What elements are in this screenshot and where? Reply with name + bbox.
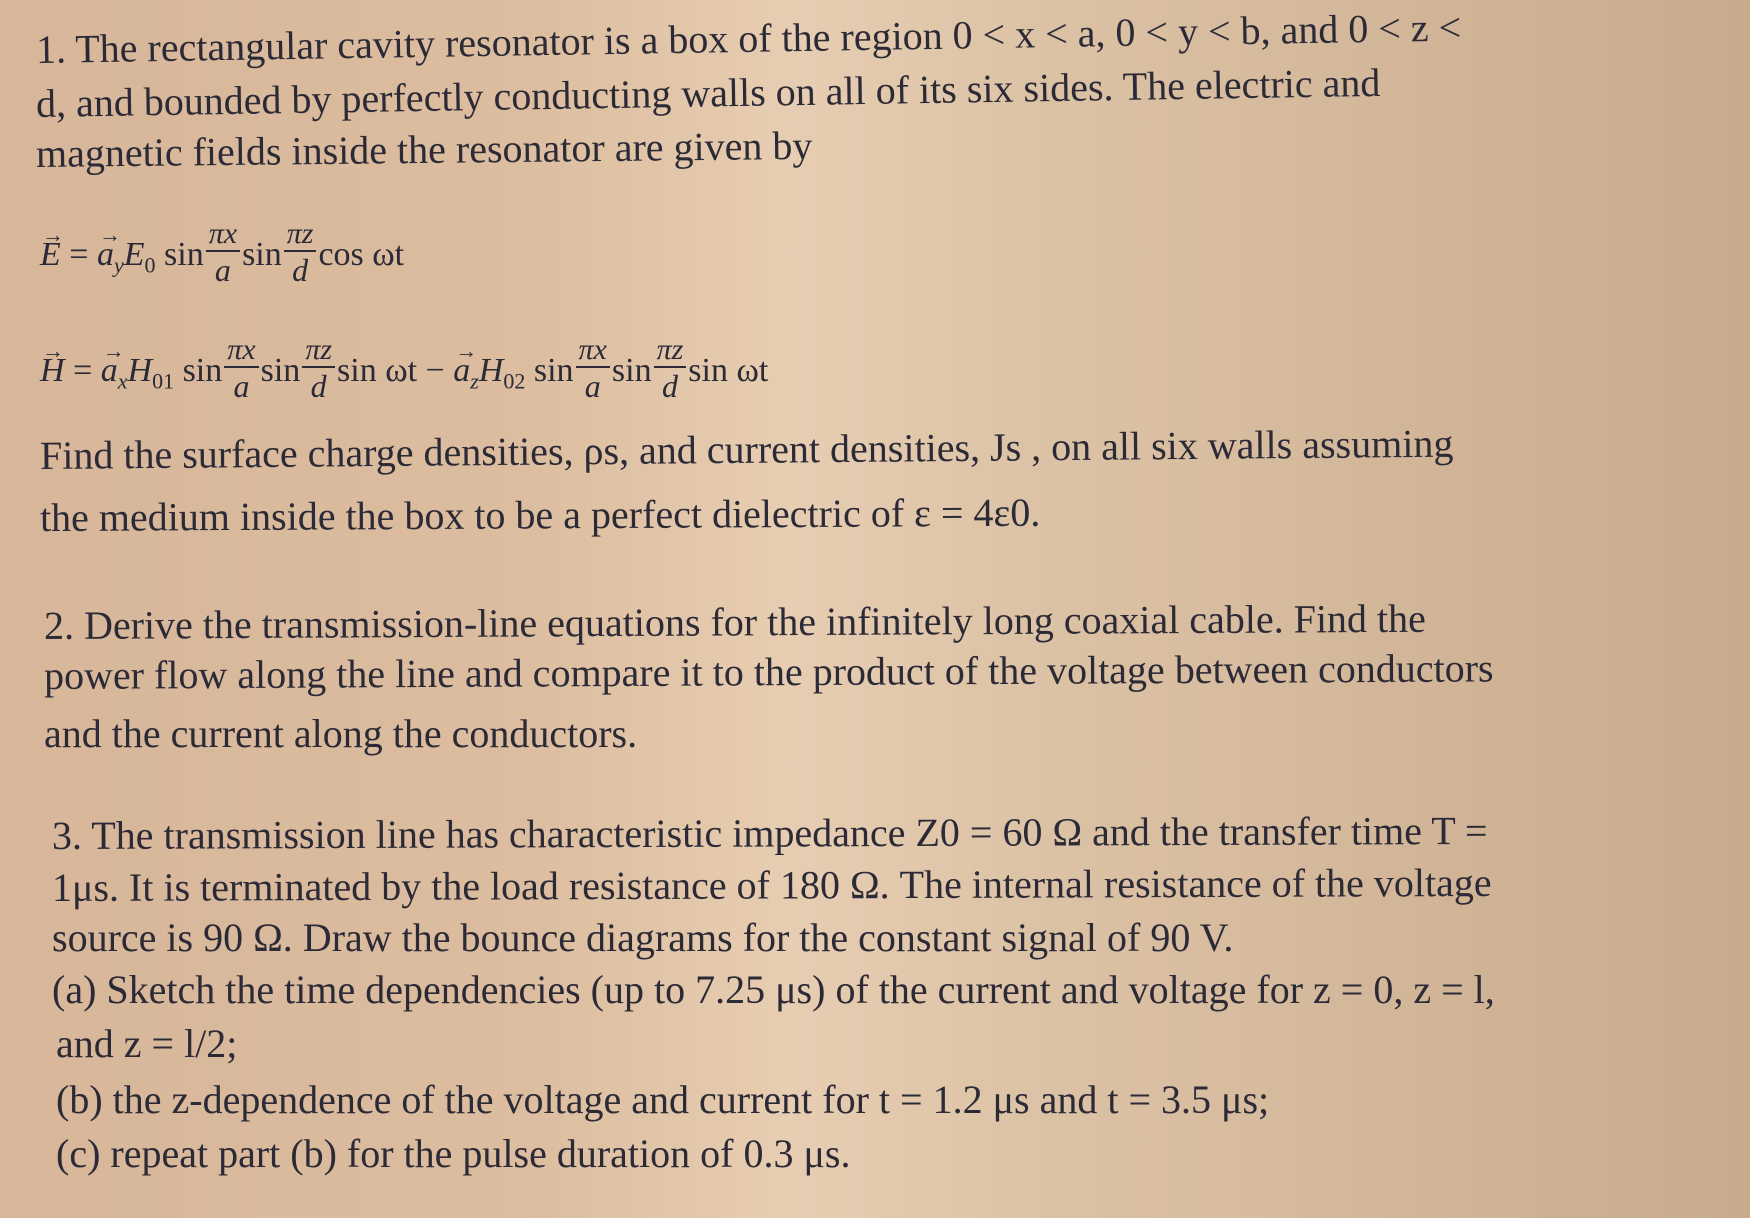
fraction-piz-d: $\frac{\pi z}{d}$ [284, 218, 317, 288]
problem1-line3: magnetic fields inside the resonator are given by [35, 122, 813, 176]
problem3-line6: (b) the z-dependence of the voltage and current for t = 1.2 μs and t = 3.5 μs; [56, 1077, 1270, 1122]
fraction-pix-a: $\frac{\pi x}{a}$ [206, 218, 240, 288]
problem2-line1: 2. Derive the transmission-line equations for the infinitely long coaxial cable. Find the [43, 595, 1426, 648]
problem2-line2: power flow along the line and compare it to the product of the voltage between conductors [43, 645, 1494, 698]
problem1-line2: d, and bounded by perfectly conducting walls on all of its six sides. The electric and [35, 59, 1381, 126]
h-vector-symbol: → H [40, 351, 65, 391]
electric-field-equation: → E = → $a_yE_0$ sin $\frac{\pi x}{a}$ sin $\frac{\pi z}{d}$ cos ωt [40, 222, 404, 292]
problem3-line4: (a) Sketch the time dependencies (up to 7.25 μs) of the current and voltage for z = 0, z = l, [52, 967, 1495, 1012]
problem3-line2: 1μs. It is terminated by the load resistance of 180 Ω. The internal resistance of the voltage [51, 859, 1492, 910]
problem1-line4: Find the surface charge densities, ρs, and current densities, Js , on all six walls assuming [39, 420, 1454, 478]
problem3-line5: and z = l/2; [56, 1021, 238, 1066]
e-vector-symbol: → E [40, 235, 61, 275]
problem3-line3: source is 90 Ω. Draw the bounce diagrams for the constant signal of 90 V. [52, 915, 1234, 960]
problem3-line1: 3. The transmission line has characteristic impedance Z0 = 60 Ω and the transfer time T = [51, 807, 1488, 858]
problem1-line5: the medium inside the box to be a perfect dielectric of ε = 4ε0. [39, 489, 1041, 540]
problem2-line3: and the current along the conductors. [44, 711, 638, 756]
magnetic-field-equation: → H = → $a_xH_{01}$ sin $\frac{\pi x}{a}$ sin $\frac{\pi z}{d}$ sin ωt − → $a_zH_{02}$ sin $\frac{\pi x}{a}$ sin $\frac{\pi z}{d}$ sin ωt [40, 338, 768, 408]
problem1-line1: 1. The rectangular cavity resonator is a box of the region 0 < x < a, 0 < y < b, and 0 < z < [35, 4, 1462, 72]
problem3-line7: (c) repeat part (b) for the pulse duration of 0.3 μs. [56, 1131, 851, 1176]
